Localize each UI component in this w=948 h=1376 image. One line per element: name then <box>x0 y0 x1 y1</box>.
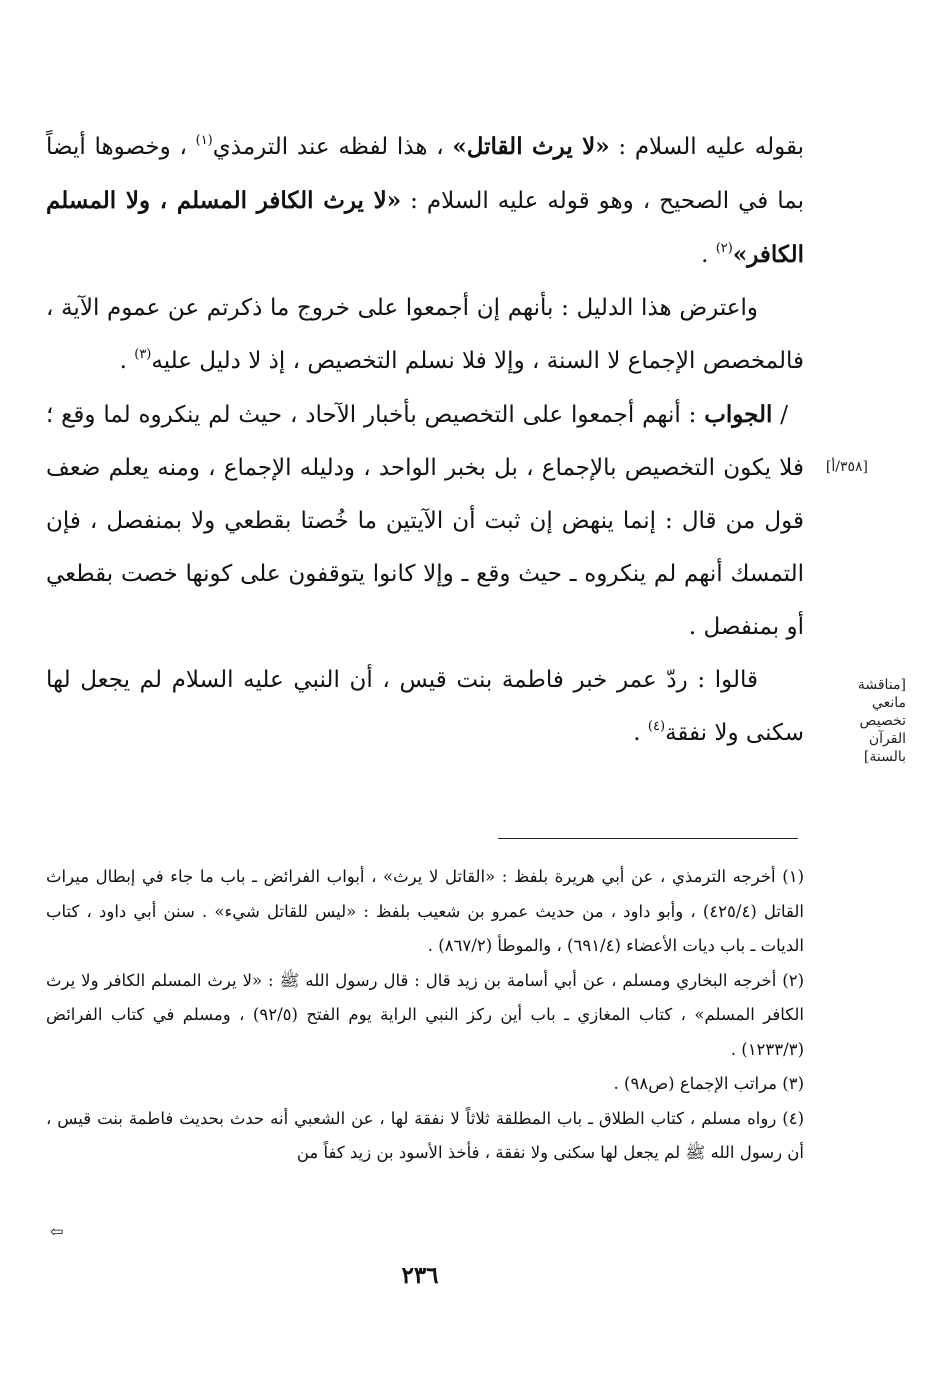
footnote-marker-4: (٤) <box>647 719 666 734</box>
continue-arrow-icon: ⇦ <box>50 1222 64 1241</box>
answer-heading: الجواب <box>704 401 773 428</box>
text-run: بقوله عليه السلام : <box>609 134 804 160</box>
margin-folio-ref: [٣٥٨/أ] <box>825 459 868 475</box>
footnote-marker-1: (١) <box>195 133 213 148</box>
folio-slash: / <box>772 402 789 428</box>
paragraph-3 <box>46 388 804 654</box>
footnote-4: (٤) رواه مسلم ، كتاب الطلاق ـ باب المطلقة ثلاثاً لا نفقة لها ، عن الشعبي أنه حدث بحديث فاطمة بنت قيس ، أن رسول الله ﷺ لم يجعل لها سكنى ولا نفقة ، فأخذ الأسود بن زيد كفاً من <box>46 1108 804 1162</box>
paragraph-2 <box>46 282 804 388</box>
footnote-separator <box>498 838 798 839</box>
text-run: : أنهم أجمعوا على التخصيص بأخبار الآحاد ، حيث لم ينكروه لما وقع ؛ فلا يكون التخصيص بالإجماع ، بل بخبر الواحد ، ودليله الإجماع ، ومنه يعلم ضعف قول من قال : إنما ينهض إن ثبت أن الآيتين ما خُصتا بقطعي ولا بمنفصل ، فإن التمسك أنهم لم ينكروه ـ حيث وقع ـ وإلا كانوا يتوقفون على كونها خصت بقطعي أو بمنفصل . <box>46 402 804 640</box>
footnote-1: (١) أخرجه الترمذي ، عن أبي هريرة بلفظ : «القاتل لا يرث» ، أبواب الفرائض ـ باب ما جاء في إبطال ميراث القاتل (٤٢٥/٤) ، وأبو داود ، من حديث عمرو بن شعيب بلفظ : «ليس للقاتل شيء» . سنن أبي داود ، كتاب الديات ـ باب ديات الأعضاء (٦٩١/٤) ، والموطأ (٨٦٧/٢) . <box>46 867 804 955</box>
footnote-marker-3: (٣) <box>134 347 152 362</box>
footnote-marker-2: (٢) <box>715 241 733 256</box>
hadith-quote: «لا يرث القاتل» <box>452 133 610 160</box>
footnotes <box>46 860 804 1171</box>
paragraph-1 <box>46 120 804 282</box>
text-run: . <box>701 242 716 268</box>
text-run: قالوا : ردّ عمر خبر فاطمة بنت قيس ، أن النبي عليه السلام لم يجعل لها سكنى ولا نفقة <box>46 667 804 746</box>
page-number: ٢٣٦ <box>401 1262 439 1289</box>
text-run: ، وخصوها أيضاً بما في الصحيح ، وهو قوله عليه السلام : <box>46 134 804 214</box>
hadith-quote: «لا يرث الكافر المسلم ، ولا المسلم الكافر» <box>46 187 804 268</box>
footnote-3: (٣) مراتب الإجماع (ص٩٨) . <box>613 1074 804 1093</box>
text-run: . <box>119 348 135 374</box>
text-run: . <box>633 720 648 746</box>
text-run: ، هذا لفظه عند الترمذي <box>212 134 453 160</box>
footnote-2: (٢) أخرجه البخاري ومسلم ، عن أبي أسامة بن زيد قال : قال رسول الله ﷺ : «لا يرث المسلم الكافر ولا يرث الكافر المسلم» ، كتاب المغازي ـ باب أين ركز النبي الراية يوم الفتح (٩٢/٥) ، ومسلم في كتاب الفرائض (١٢٣٣/٣) . <box>46 970 804 1059</box>
margin-topic-note: [مناقشة مانعي تخصيص القرآن بالسنة] <box>857 677 906 765</box>
text-run: واعترض هذا الدليل : بأنهم إن أجمعوا على خروج ما ذكرتم عن عموم الآية ، فالمخصص الإجماع لا السنة ، وإلا فلا نسلم التخصيص ، إذ لا دليل عليه <box>46 295 804 374</box>
main-text <box>46 120 804 760</box>
paragraph-4 <box>46 654 804 760</box>
